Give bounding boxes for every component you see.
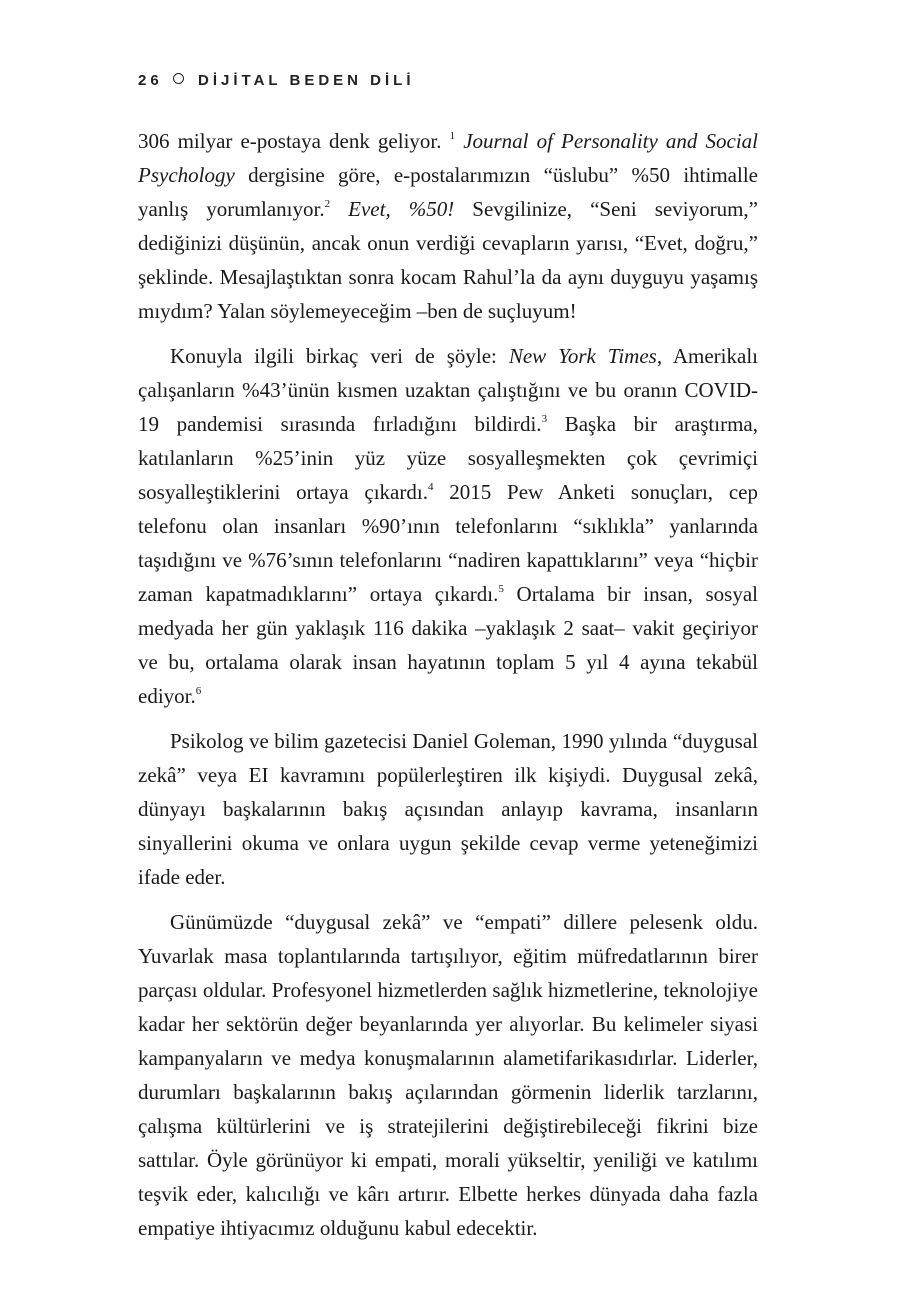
text-run: Ortalama bir insan, sosyal medyada her gün yaklaşık 116 dakika –yaklaşık 2 saat– vakit geçiriyor ve bu, ortalama olarak insan hayatının toplam 5 yıl 4 ayına tekabül ediyor. — [138, 582, 758, 708]
footnote-ref-2: 2 — [324, 198, 331, 210]
book-title: DİJİTAL BEDEN DİLİ — [198, 72, 415, 89]
footnote-ref-6: 6 — [195, 685, 202, 697]
paragraph-3: Psikolog ve bilim gazetecisi Daniel Goleman, 1990 yılında “duygusal zekâ” veya EI kavramını popülerleştiren ilk kişiydi. Duygusal zekâ, dünyayı başkalarının bakış açısından anlayıp kavrama, insanların sinyallerini okuma ve onlara uygun şekilde cevap verme yeteneğimizi ifade eder. — [138, 729, 758, 889]
footnote-ref-5: 5 — [498, 583, 504, 595]
footnote-ref-4: 4 — [427, 481, 434, 493]
text-run: dergisine göre, e-postalarımızın “üslubu” %50 ihtimalle yanlış yorumlanıyor. — [138, 163, 758, 221]
footnote-ref-3: 3 — [541, 413, 548, 425]
emphasis: Evet, %50! — [348, 197, 455, 221]
paragraph-1 — [138, 124, 758, 328]
paragraph-2 — [138, 339, 758, 713]
text-run: 2015 Pew Anketi sonuçları, cep telefonu olan insanları %90’ının telefonlarını “sıklıkla” yanlarında taşıdığını ve %76’sının telefonlarını “nadiren kapattıklarını” veya “hiçbir zaman kapatmadıklarını” ortaya çıkardı. — [138, 480, 759, 606]
text-run: Konuyla ilgili birkaç veri de şöyle: — [170, 344, 509, 368]
page-number: 26 — [138, 72, 163, 89]
running-head — [138, 72, 415, 89]
newspaper-title: New York Times — [508, 344, 657, 368]
footnote-ref-1: 1 — [449, 130, 456, 142]
circle-separator-icon — [173, 73, 184, 84]
text-run: , Amerikalı çalışanların %43’ünün kısmen uzaktan çalıştığını ve bu oranın COVID-19 pandemisi sırasında fırladığını bildirdi. — [138, 344, 758, 436]
text-run: Sevgilinize, “Seni seviyorum,” dediğinizi düşünün, ancak onun verdiği cevapların yarısı, “Evet, doğru,” şeklinde. Mesajlaştıktan sonra kocam Rahul’la da aynı duyguyu yaşamış mıydım? Yalan söylemeyeceğim –ben de suçluyum! — [138, 197, 758, 323]
text-run: 306 milyar e-postaya denk geliyor. — [138, 129, 450, 153]
page-body — [138, 124, 758, 1256]
text-run: Başka bir araştırma, katılanların %25’inin yüz yüze sosyalleşmekten çok çevrimiçi sosyalleştiklerini ortaya çıkardı. — [138, 412, 758, 504]
paragraph-4: Günümüzde “duygusal zekâ” ve “empati” dillere pelesenk oldu. Yuvarlak masa toplantılarında tartışılıyor, eğitim müfredatlarının birer parçası oldular. Profesyonel hizmetlerden sağlık hizmetlerine, teknolojiye kadar her sektörün değer beyanlarında yer alıyorlar. Bu kelimeler siyasi kampanyaların ve medya konuşmalarının alametifarikasıdırlar. Liderler, durumları başkalarının bakış açılarından görmenin liderlik tarzlarını, çalışma kültürlerini ve iş stratejilerini değiştirebileceği fikrini bize sattılar. Öyle görünüyor ki empati, morali yükseltir, yeniliği ve katılımı teşvik eder, kalıcılığı ve kârı artırır. Elbette herkes dünyada daha fazla empatiye ihtiyacımız olduğunu kabul edecektir. — [138, 910, 758, 1240]
journal-title: Journal of Personality and Social Psychology — [138, 129, 758, 187]
